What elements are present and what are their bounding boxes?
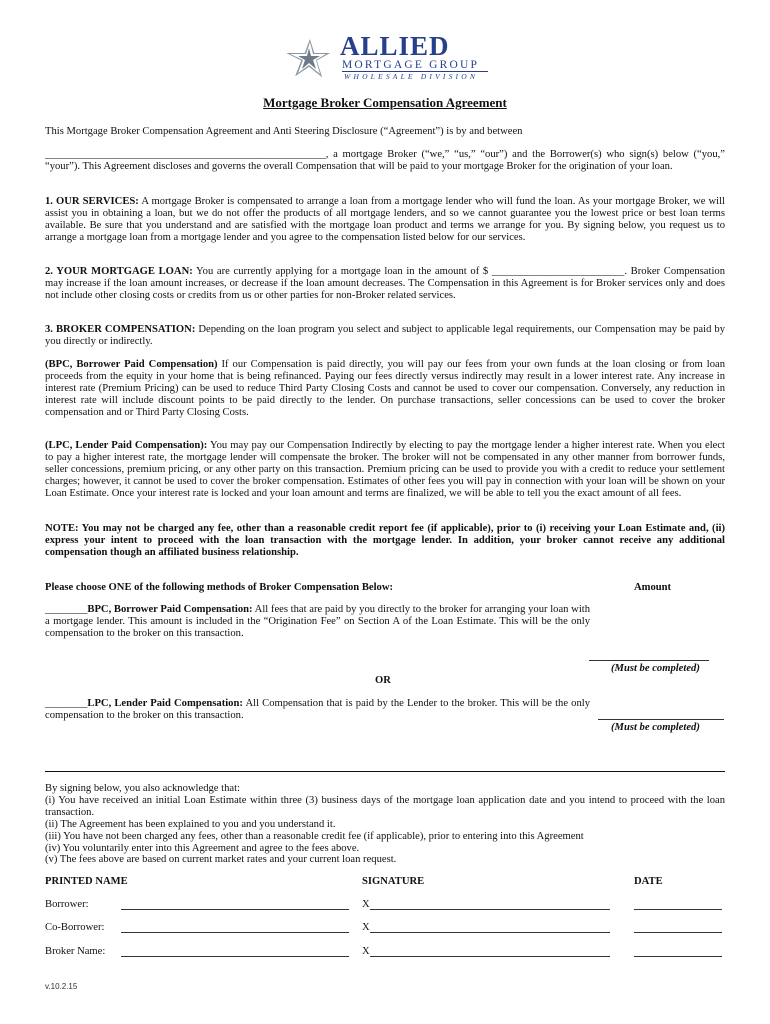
company-logo [278, 31, 498, 84]
star-icon [278, 34, 338, 84]
paragraph-lpc [45, 440, 725, 500]
section-body: A mortgage Broker is compensated to arrange a loan from a mortgage lender who will fund the loan. As your mortgage Broker, we will assist you in obtaining a loan, but we do not offer the products of all mortgage lenders, and so we cannot guarantee you the lowest price or best loan terms available. Be sure that you understand and are satisfied with the mortgage loan product and terms we arrange for you. By signing below, you request us to arrange a mortgage loan from a mortgage lender and you agree to the compensation listed below for our services. [45, 196, 725, 243]
must-complete-label: (Must be completed) [611, 663, 700, 674]
intro-parties: _____________________________________________________, a mortgage Broker (“we,” “us,” “our”) and the Borrower(s) who sign(s) below (“you,” “your”). This Agreement discloses and governs the overall Compensation that will be paid to your mortgage Broker for the origination of your loan. [45, 149, 725, 172]
section-divider [45, 771, 725, 772]
ack-intro: By signing below, you also acknowledge that: [45, 783, 240, 794]
ack-item: (i) You have received an initial Loan Estimate within three (3) business days of the mortgage loan application date and you intend to proceed with the loan transaction. [45, 794, 725, 818]
section-heading: 1. OUR SERVICES: [45, 196, 139, 207]
option-bpc [45, 604, 590, 640]
date-header: DATE [634, 876, 663, 887]
option-lpc-heading: LPC, Lender Paid Compensation: [87, 698, 243, 709]
version-label: v.10.2.15 [45, 982, 78, 991]
broker-signature-field[interactable] [370, 956, 610, 957]
broker-date-field[interactable] [634, 956, 722, 957]
co-borrower-label: Co-Borrower: [45, 922, 105, 933]
ack-item: (v) The fees above are based on current market rates and your current loan request. [45, 854, 397, 866]
co-borrower-date-field[interactable] [634, 932, 722, 933]
option-lpc [45, 698, 590, 722]
lpc-body: You may pay our Compensation Indirectly by electing to pay the mortgage lender a higher interest rate. When you elect to pay a higher interest rate, the mortgage lender will compensate the broker. The broker will not be compensated in any other manner from borrower funds, seller concessions, premium pricing, or any other party on this transaction. Premium pricing can be used to provide you with a credit to reduce your settlement charges; however, it cannot be used to cover the broker compensation. Estimates of other fees you will pay in connection with your loan will be shown on your Loan Estimate. Once your interest rate is locked and your loan amount and terms are finalized, we will be able to tell you the exact amount of all fees. [45, 440, 725, 499]
signature-x-mark: X [362, 946, 370, 957]
signature-x-mark: X [362, 899, 370, 910]
signature-x-mark: X [362, 922, 370, 933]
choose-instruction: Please choose ONE of the following methods of Broker Compensation Below: [45, 582, 394, 593]
broker-name-label: Broker Name: [45, 946, 106, 957]
bpc-heading: (BPC, Borrower Paid Compensation) [45, 359, 218, 370]
section-body: You are currently applying for a mortgage loan in the amount of $ _________________________. Broker Compensation may increase if the loan amount increases, or decrease if the loan amount decreases. The Compensation in this Agreement is for Broker services only and does not include other closing costs or credits from us or other parties for non-Broker related services. [45, 266, 725, 301]
bpc-body: If our Compensation is paid directly, you will pay our fees from your own funds at the loan closing or from loan proceeds from the equity in your home that is being refinanced. Paying our fees directly versus indirectly may result in a lower interest rate. Any increase in interest rate (Premium Pricing) can be used to reduce Third Party Closing Costs and cannot be used to cover our compensation. Conversely, any reduction in interest rate will include discount points to be paid directly to the lender. On purchase transactions, seller concessions can be used to cover the broker compensation and or Third Party Closing Costs. [45, 359, 725, 418]
paragraph-bpc [45, 359, 725, 419]
amount-field-bpc[interactable] [589, 660, 709, 661]
borrower-signature-field[interactable] [370, 909, 610, 910]
logo-main-text: ALLIED [340, 31, 450, 61]
intro-line: This Mortgage Broker Compensation Agreement and Anti Steering Disclosure (“Agreement”) is by and between [45, 126, 523, 137]
section-mortgage-loan [45, 266, 725, 302]
printed-name-header: PRINTED NAME [45, 876, 128, 887]
amount-header: Amount [634, 582, 672, 593]
co-borrower-name-field[interactable] [121, 932, 349, 933]
borrower-label: Borrower: [45, 899, 89, 910]
must-complete-label: (Must be completed) [611, 722, 700, 733]
ack-item: (iv) You voluntarily enter into this Agreement and agree to the fees above. [45, 842, 360, 854]
ack-item: (iii) You have not been charged any fees, other than a reasonable credit fee (if applicable), prior to entering into this Agreement [45, 830, 584, 842]
section-heading: 3. BROKER COMPENSATION: [45, 324, 196, 335]
option-bpc-body: All fees that are paid by you directly to the broker for arranging your loan with a mortgage lender. This amount is included in the “Origination Fee” on Section A of the Loan Estimate. This will be the only compensation to the broker on this transaction. [45, 604, 591, 639]
logo-subtitle: MORTGAGE GROUP [342, 59, 480, 71]
option-lpc-body: All Compensation that is paid by the Lender to the broker. This will be the only compensation to the broker on this transaction. [45, 698, 591, 721]
co-borrower-signature-field[interactable] [370, 932, 610, 933]
note-paragraph: NOTE: You may not be charged any fee, other than a reasonable credit report fee (if applicable), prior to (i) receiving your Loan Estimate and, (ii) express your intent to proceed with the loan transaction with the mortgage lender. In addition, your broker cannot receive any additional compensation though an affiliated business relationship. [45, 523, 725, 558]
broker-name-field[interactable] [121, 956, 349, 957]
or-separator: OR [375, 675, 391, 686]
section-our-services [45, 196, 725, 244]
logo-division: WHOLESALE DIVISION [344, 72, 479, 81]
option-lpc-checkbox-line[interactable]: ________ [45, 698, 88, 709]
section-heading: 2. YOUR MORTGAGE LOAN: [45, 266, 193, 277]
section-broker-compensation [45, 324, 725, 348]
acknowledgement-block [45, 783, 725, 866]
option-bpc-heading: BPC, Borrower Paid Compensation: [87, 604, 253, 615]
borrower-date-field[interactable] [634, 909, 722, 910]
signature-header: SIGNATURE [362, 876, 425, 887]
amount-field-lpc[interactable] [598, 719, 724, 720]
option-bpc-checkbox-line[interactable]: ________ [45, 604, 88, 615]
document-title: Mortgage Broker Compensation Agreement [263, 95, 507, 110]
section-body: Depending on the loan program you select and subject to applicable legal requirements, our Compensation may be paid by you directly or indirectly. [45, 324, 725, 347]
borrower-name-field[interactable] [121, 909, 349, 910]
lpc-heading: (LPC, Lender Paid Compensation): [45, 440, 208, 451]
ack-item: (ii) The Agreement has been explained to you and you understand it. [45, 818, 336, 830]
